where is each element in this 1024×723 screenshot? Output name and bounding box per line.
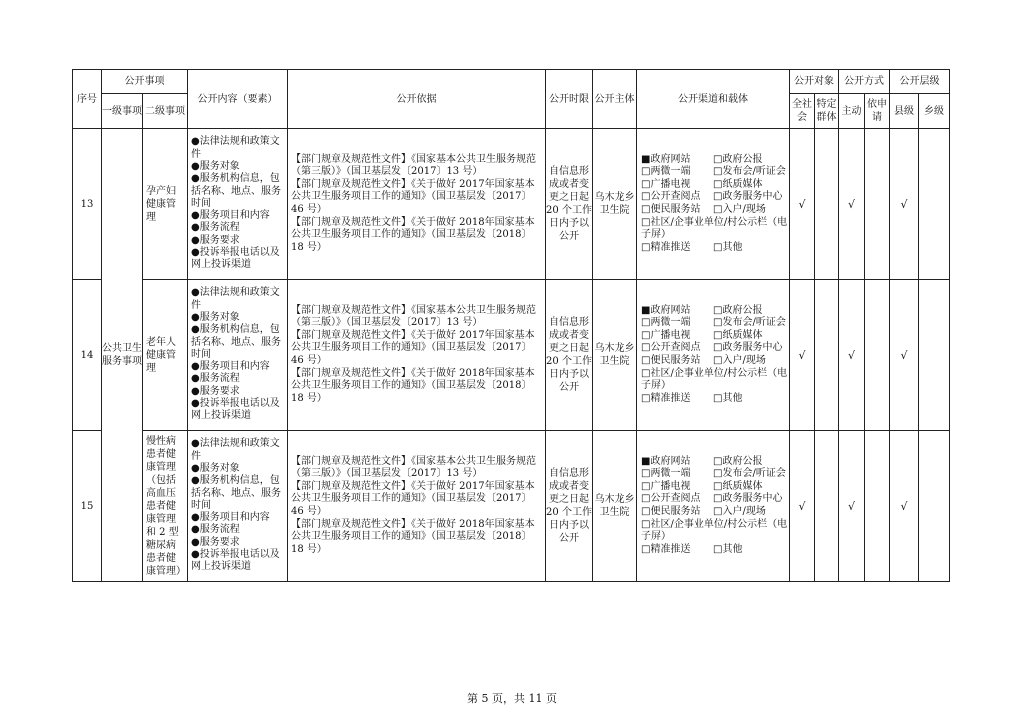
table-row xyxy=(73,129,950,280)
channel-option: □精准推送 xyxy=(641,241,691,253)
header-seq: 序号 xyxy=(73,70,102,129)
row-subject: 乌木龙乡卫生院 xyxy=(593,280,637,431)
channel-option: □社区/企事业单位/村公示栏（电子屏） xyxy=(641,216,788,241)
table-row xyxy=(73,431,950,582)
channel-option: □政务服务中心 xyxy=(713,342,783,354)
row-seq: 13 xyxy=(73,129,102,280)
content-item: ●服务项目和内容 xyxy=(191,361,270,373)
channel-option: □纸质媒体 xyxy=(713,178,763,190)
channel-grid xyxy=(637,305,789,406)
row-channels xyxy=(637,129,790,280)
mark-mode-active: √ xyxy=(839,431,865,582)
content-item: ●投诉举报电话以及网上投诉渠道 xyxy=(191,398,280,422)
row-level2: 慢性病患者健康管理（包括高血压患者健康管理和 2 型糖尿病患者健康管理） xyxy=(143,431,188,582)
content-item: ●服务对象 xyxy=(191,462,240,474)
mark-level-county: √ xyxy=(890,129,919,280)
channel-option: □入户/现场 xyxy=(713,506,766,517)
table-row xyxy=(73,280,950,431)
page-number: 第 5 页，共 11 页 xyxy=(467,692,557,705)
header-level2: 二级事项 xyxy=(143,94,188,129)
row-content xyxy=(188,280,288,431)
row-content xyxy=(188,129,288,280)
channel-option: □社区/企事业单位/村公示栏（电子屏） xyxy=(641,367,788,392)
channel-option: □广播电视 xyxy=(641,480,691,492)
channel-grid xyxy=(637,456,789,557)
header-channel: 公开渠道和载体 xyxy=(637,70,790,129)
row-time: 自信息形成或者变更之日起 20 个工作日内予以公开 xyxy=(546,431,593,582)
channel-option: □社区/企事业单位/村公示栏（电子屏） xyxy=(641,518,788,543)
content-item: ●服务对象 xyxy=(191,160,240,172)
content-item: ●服务项目和内容 xyxy=(191,512,270,524)
channel-option: □精准推送 xyxy=(641,392,691,404)
header-target: 公开对象 xyxy=(790,70,839,94)
channel-option: □便民服务站 xyxy=(641,204,701,215)
header-basis: 公开依据 xyxy=(288,70,546,129)
basis-item: 【部门规章及规范性文件】《国家基本公共卫生服务规范（第三版）》（国卫基层发〔2017〕13 号） xyxy=(291,304,536,329)
mark-mode-active: √ xyxy=(839,129,865,280)
content-item: ●服务机构信息，包括名称、地点、服务时间 xyxy=(191,173,281,209)
mark-level-county: √ xyxy=(890,280,919,431)
channel-option: □公开查阅点 xyxy=(641,191,701,203)
channel-option: □纸质媒体 xyxy=(713,329,763,341)
row-time: 自信息形成或者变更之日起 20 个工作日内予以公开 xyxy=(546,280,593,431)
row-subject: 乌木龙乡卫生院 xyxy=(593,431,637,582)
mark-target-special xyxy=(815,431,839,582)
row-level2: 老年人健康管理 xyxy=(143,280,188,431)
content-item: ●服务流程 xyxy=(191,222,240,234)
row-time: 自信息形成或者变更之日起 20 个工作日内予以公开 xyxy=(546,129,593,280)
row-seq: 15 xyxy=(73,431,102,582)
channel-option: □发布会/听证会 xyxy=(713,166,786,178)
content-item: ●投诉举报电话以及网上投诉渠道 xyxy=(191,549,280,573)
header-mode-active: 主动 xyxy=(839,94,865,129)
basis-item: 【部门规章及规范性文件】《关于做好 2017年国家基本公共卫生服务项目工作的通知》（国卫基层发〔2017〕46 号） xyxy=(291,329,535,366)
header-subject: 公开主体 xyxy=(593,70,637,129)
header-target-all: 全社会 xyxy=(790,94,815,129)
channel-option: □精准推送 xyxy=(641,543,691,555)
mark-level-town xyxy=(919,280,950,431)
content-item: ●法律法规和政策文件 xyxy=(191,438,280,462)
channel-option: □入户/现场 xyxy=(713,204,766,215)
content-item: ●服务机构信息，包括名称、地点、服务时间 xyxy=(191,324,281,360)
disclosure-table xyxy=(72,69,950,582)
mark-target-special xyxy=(815,129,839,280)
row-channels xyxy=(637,431,790,582)
header-target-special: 特定群体 xyxy=(815,94,839,129)
channel-option: □发布会/听证会 xyxy=(713,317,786,329)
row-content xyxy=(188,431,288,582)
channel-option: □公开查阅点 xyxy=(641,493,701,505)
basis-item: 【部门规章及规范性文件】《关于做好 2018年国家基本公共卫生服务项目工作的通知》（国卫基层发〔2018〕18 号） xyxy=(291,216,535,253)
content-item: ●服务流程 xyxy=(191,524,240,536)
basis-item: 【部门规章及规范性文件】《国家基本公共卫生服务规范（第三版）》（国卫基层发〔2017〕13 号） xyxy=(291,455,536,480)
mark-mode-active: √ xyxy=(839,280,865,431)
header-level1: 一级事项 xyxy=(102,94,143,129)
channel-option: □其他 xyxy=(713,543,743,555)
channel-option: □便民服务站 xyxy=(641,506,701,517)
content-item: ●服务机构信息，包括名称、地点、服务时间 xyxy=(191,475,281,511)
mark-target-special xyxy=(815,280,839,431)
mark-target-all: √ xyxy=(790,129,815,280)
basis-item: 【部门规章及规范性文件】《关于做好 2018年国家基本公共卫生服务项目工作的通知》（国卫基层发〔2018〕18 号） xyxy=(291,518,535,555)
mark-mode-apply xyxy=(865,129,890,280)
channel-option: □两微一端 xyxy=(641,468,691,480)
channel-option: □政务服务中心 xyxy=(713,493,783,505)
mark-target-all: √ xyxy=(790,280,815,431)
header-mode-apply: 依申请 xyxy=(865,94,890,129)
content-item: ●服务要求 xyxy=(191,385,240,397)
row-basis xyxy=(288,280,546,431)
mark-mode-apply xyxy=(865,431,890,582)
content-item: ●服务项目和内容 xyxy=(191,210,270,222)
channel-option: □其他 xyxy=(713,241,743,253)
channel-option: □便民服务站 xyxy=(641,355,701,366)
content-item: ●法律法规和政策文件 xyxy=(191,287,280,311)
channel-option: □其他 xyxy=(713,392,743,404)
mark-mode-apply xyxy=(865,280,890,431)
row-seq: 14 xyxy=(73,280,102,431)
basis-item: 【部门规章及规范性文件】《关于做好 2017年国家基本公共卫生服务项目工作的通知》（国卫基层发〔2017〕46 号） xyxy=(291,178,535,215)
row-level1: 公共卫生服务事项 xyxy=(102,129,143,582)
content-item: ●投诉举报电话以及网上投诉渠道 xyxy=(191,247,280,271)
mark-target-all: √ xyxy=(790,431,815,582)
content-item: ●服务流程 xyxy=(191,373,240,385)
header-matter: 公开事项 xyxy=(102,70,188,94)
header-level-county: 县级 xyxy=(890,94,919,129)
content-item: ●服务要求 xyxy=(191,536,240,548)
header-level-town: 乡级 xyxy=(919,94,950,129)
channel-grid xyxy=(637,154,789,255)
channel-option: □广播电视 xyxy=(641,178,691,190)
row-basis xyxy=(288,431,546,582)
row-basis xyxy=(288,129,546,280)
header-mode: 公开方式 xyxy=(839,70,890,94)
channel-option: □入户/现场 xyxy=(713,355,766,366)
basis-item: 【部门规章及规范性文件】《关于做好 2018年国家基本公共卫生服务项目工作的通知》（国卫基层发〔2018〕18 号） xyxy=(291,367,535,404)
header-level: 公开层级 xyxy=(890,70,950,94)
channel-option: □公开查阅点 xyxy=(641,342,701,354)
channel-option: □政务服务中心 xyxy=(713,191,783,203)
mark-level-county: √ xyxy=(890,431,919,582)
row-channels xyxy=(637,280,790,431)
row-level2: 孕产妇健康管理 xyxy=(143,129,188,280)
content-item: ●法律法规和政策文件 xyxy=(191,136,280,160)
content-item: ●服务要求 xyxy=(191,234,240,246)
basis-item: 【部门规章及规范性文件】《国家基本公共卫生服务规范（第三版）》（国卫基层发〔2017〕13 号） xyxy=(291,153,536,178)
header-time: 公开时限 xyxy=(546,70,593,129)
channel-option: □政府公报 xyxy=(713,153,763,165)
channel-option: □广播电视 xyxy=(641,329,691,341)
channel-option: □政府公报 xyxy=(713,455,763,467)
channel-option: □政府公报 xyxy=(713,304,763,316)
channel-option: ■政府网站 xyxy=(641,455,691,467)
header-content: 公开内容（要素） xyxy=(188,70,288,129)
row-subject: 乌木龙乡卫生院 xyxy=(593,129,637,280)
mark-level-town xyxy=(919,129,950,280)
channel-option: ■政府网站 xyxy=(641,304,691,316)
basis-item: 【部门规章及规范性文件】《关于做好 2017年国家基本公共卫生服务项目工作的通知》（国卫基层发〔2017〕46 号） xyxy=(291,480,535,517)
content-item: ●服务对象 xyxy=(191,311,240,323)
channel-option: ■政府网站 xyxy=(641,153,691,165)
channel-option: □纸质媒体 xyxy=(713,480,763,492)
channel-option: □两微一端 xyxy=(641,166,691,178)
channel-option: □发布会/听证会 xyxy=(713,468,786,480)
mark-level-town xyxy=(919,431,950,582)
channel-option: □两微一端 xyxy=(641,317,691,329)
